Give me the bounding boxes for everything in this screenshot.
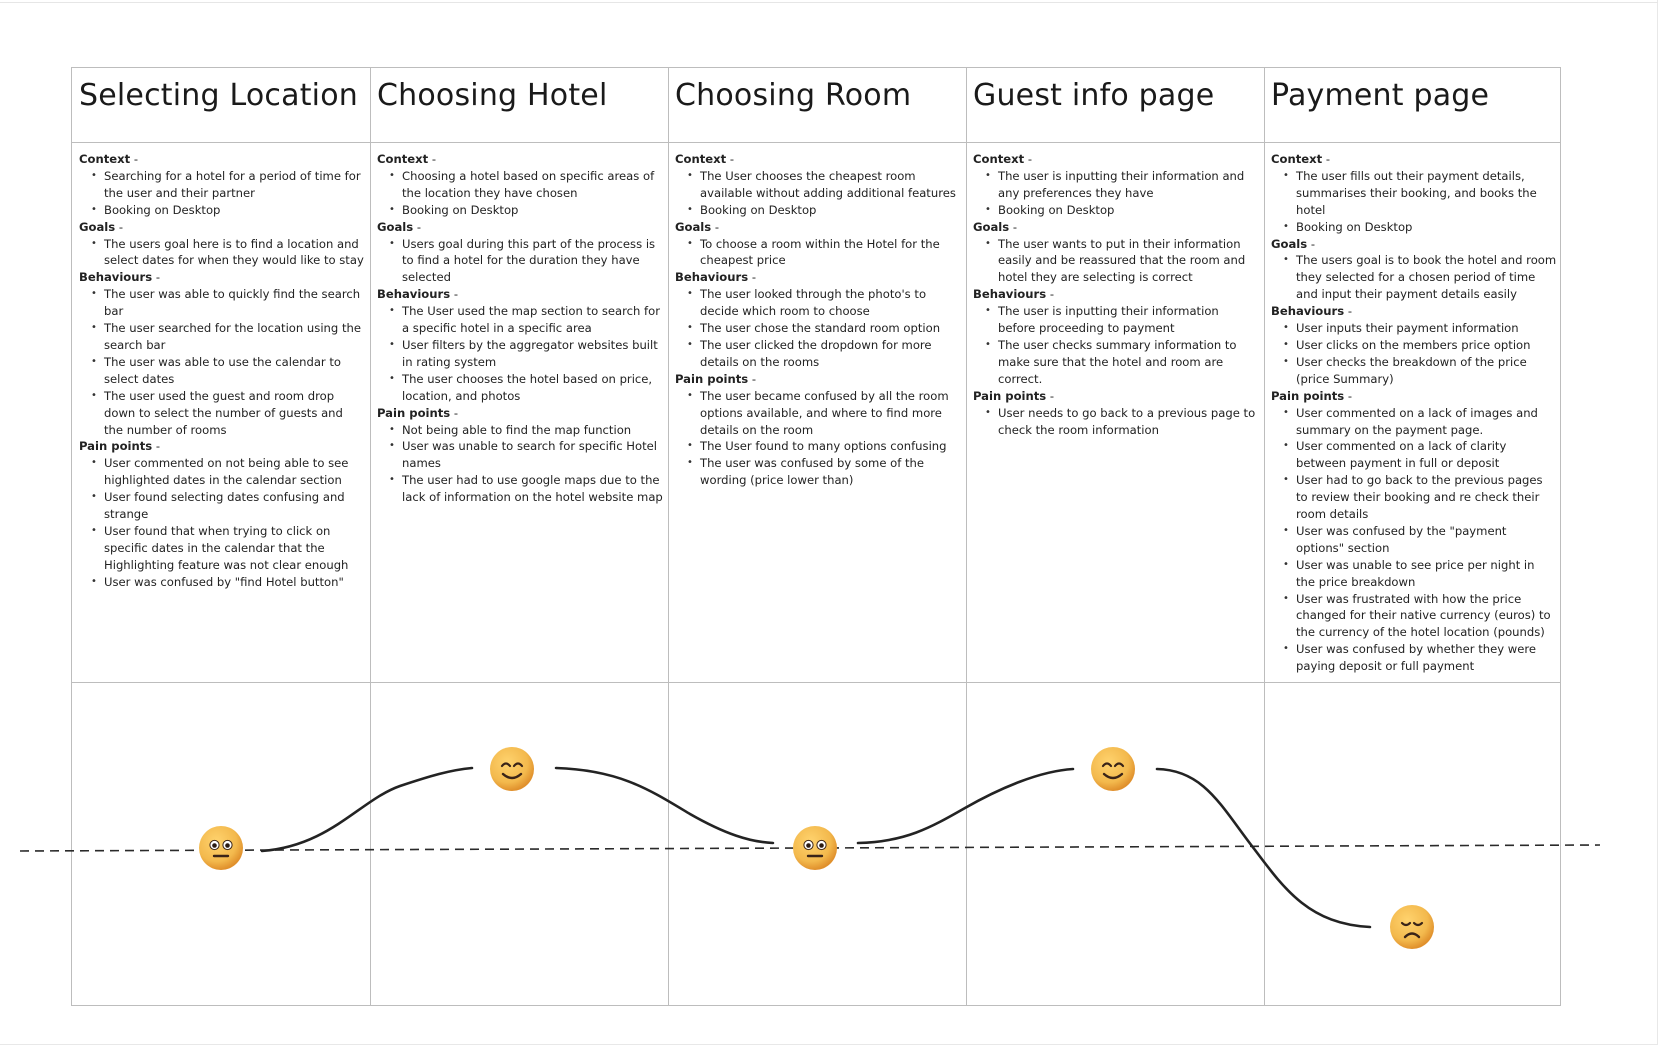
bullet-item: • The User used the map section to search for a specific hotel in a specific area	[402, 303, 663, 337]
bullet-item: • The user clicked the dropdown for more details on the rooms	[700, 337, 961, 371]
bullet-item: • The user is inputting their information and any preferences they have	[998, 168, 1259, 202]
section-heading: Context -	[79, 152, 139, 166]
section-heading: Behaviours -	[377, 287, 459, 302]
sad-face-icon	[1389, 904, 1435, 950]
section-heading: Goals -	[79, 219, 124, 234]
bullet-item: • The User chooses the cheapest room available without adding additional features	[700, 168, 961, 202]
bullet-item: • Booking on Desktop	[104, 202, 365, 219]
bullet-item: • User had to go back to the previous pages to review their booking and re check their room details	[1296, 472, 1557, 523]
section-heading: Context -	[973, 152, 1033, 166]
bullet-item: • User commented on not being able to see highlighted dates in the calendar section	[104, 455, 365, 489]
bullet-item: • Users goal during this part of the process is to find a hotel for the duration they have selected	[402, 236, 663, 287]
section-heading: Pain points -	[377, 405, 459, 420]
bullet-item: • Searching for a hotel for a period of time for the user and their partner	[104, 168, 365, 202]
emotion-curve-segment	[858, 769, 1073, 843]
section-heading: Behaviours -	[675, 270, 757, 285]
section-heading: Goals -	[675, 219, 720, 234]
bullet-item: • The user was able to quickly find the search bar	[104, 286, 365, 320]
bullet-item: • User inputs their payment information	[1296, 320, 1557, 337]
bullet-item: • The users goal is to book the hotel and room they selected for a chosen period of time and input their payment details easily	[1296, 252, 1557, 303]
smiling-face-icon	[489, 746, 535, 792]
bullet-item: • The user chooses the hotel based on price, location, and photos	[402, 371, 663, 405]
bullet-item: • The user used the guest and room drop down to select the number of guests and the number of rooms	[104, 388, 365, 439]
smiling-face-icon	[1090, 746, 1136, 792]
bullet-item: • To choose a room within the Hotel for the cheapest price	[700, 236, 961, 270]
bullet-item: • The user was confused by some of the wording (price lower than)	[700, 455, 961, 489]
bullet-item: • User found that when trying to click on specific dates in the calendar that the Highlighting feature was not clear enough	[104, 523, 365, 574]
bullet-item: • The user fills out their payment details, summarises their booking, and books the hotel	[1296, 168, 1557, 219]
bullet-item: • Choosing a hotel based on specific areas of the location they have chosen	[402, 168, 663, 202]
bullet-item: • The user chose the standard room option	[700, 320, 961, 337]
bullet-item: • User checks the breakdown of the price (price Summary)	[1296, 354, 1557, 388]
bullet-item: • User filters by the aggregator websites built in rating system	[402, 337, 663, 371]
section-heading: Pain points -	[973, 388, 1055, 403]
bullet-item: • User was unable to search for specific Hotel names	[402, 438, 663, 472]
bullet-item: • The user is inputting their information before proceeding to payment	[998, 303, 1259, 337]
bullet-item: • User was unable to see price per night in the price breakdown	[1296, 557, 1557, 591]
bullet-item: • The user checks summary information to make sure that the hotel and room are correct.	[998, 337, 1259, 388]
bullet-item: • The user looked through the photo's to decide which room to choose	[700, 286, 961, 320]
stage-title: Payment page	[1271, 78, 1490, 113]
section-heading: Pain points -	[675, 371, 757, 386]
bullet-item: • User was confused by whether they were paying deposit or full payment	[1296, 641, 1557, 675]
section-heading: Behaviours -	[79, 270, 161, 285]
bullet-item: • Booking on Desktop	[998, 202, 1259, 219]
stage-title: Choosing Hotel	[377, 78, 608, 113]
bullet-item: • User was frustrated with how the price changed for their native currency (euros) to the currency of the hotel location (pounds)	[1296, 591, 1557, 642]
bullet-item: • Booking on Desktop	[402, 202, 663, 219]
emotion-curve-segment	[556, 768, 773, 843]
section-heading: Goals -	[377, 219, 422, 234]
bullet-item: • User found selecting dates confusing and strange	[104, 489, 365, 523]
bullet-item: • User clicks on the members price option	[1296, 337, 1557, 354]
bullet-item: • The user had to use google maps due to the lack of information on the hotel website map	[402, 472, 663, 506]
neutral-face-icon	[198, 825, 244, 871]
stage-title: Choosing Room	[675, 78, 912, 113]
bullet-item: • User commented on a lack of clarity between payment in full or deposit	[1296, 438, 1557, 472]
bullet-item: • User was confused by "find Hotel button"	[104, 574, 365, 591]
stage-title: Selecting Location	[79, 78, 358, 113]
emotion-curve-segment	[1157, 769, 1370, 927]
bullet-item: • User was confused by the "payment options" section	[1296, 523, 1557, 557]
bullet-item: • The User found to many options confusing	[700, 438, 961, 455]
section-heading: Goals -	[1271, 236, 1316, 251]
section-heading: Behaviours -	[1271, 304, 1353, 319]
section-heading: Pain points -	[1271, 388, 1353, 403]
bullet-item: • Not being able to find the map function	[402, 422, 663, 439]
section-heading: Goals -	[973, 219, 1018, 234]
section-heading: Context -	[675, 152, 735, 166]
section-heading: Context -	[1271, 152, 1331, 166]
stage-title: Guest info page	[973, 78, 1215, 113]
emotion-curve-segment	[262, 768, 472, 851]
section-heading: Behaviours -	[973, 287, 1055, 302]
neutral-face-icon	[792, 825, 838, 871]
bullet-item: • The user was able to use the calendar to select dates	[104, 354, 365, 388]
bullet-item: • Booking on Desktop	[700, 202, 961, 219]
bullet-item: • User needs to go back to a previous page to check the room information	[998, 405, 1259, 439]
bullet-item: • User commented on a lack of images and summary on the payment page.	[1296, 405, 1557, 439]
section-heading: Context -	[377, 152, 437, 166]
bullet-item: • Booking on Desktop	[1296, 219, 1557, 236]
section-heading: Pain points -	[79, 439, 161, 454]
bullet-item: • The users goal here is to find a location and select dates for when they would like to stay	[104, 236, 365, 270]
bullet-item: • The user became confused by all the room options available, and where to find more details on the room	[700, 388, 961, 439]
bullet-item: • The user wants to put in their information easily and be reassured that the room and hotel they are selecting is correct	[998, 236, 1259, 287]
bullet-item: • The user searched for the location using the search bar	[104, 320, 365, 354]
